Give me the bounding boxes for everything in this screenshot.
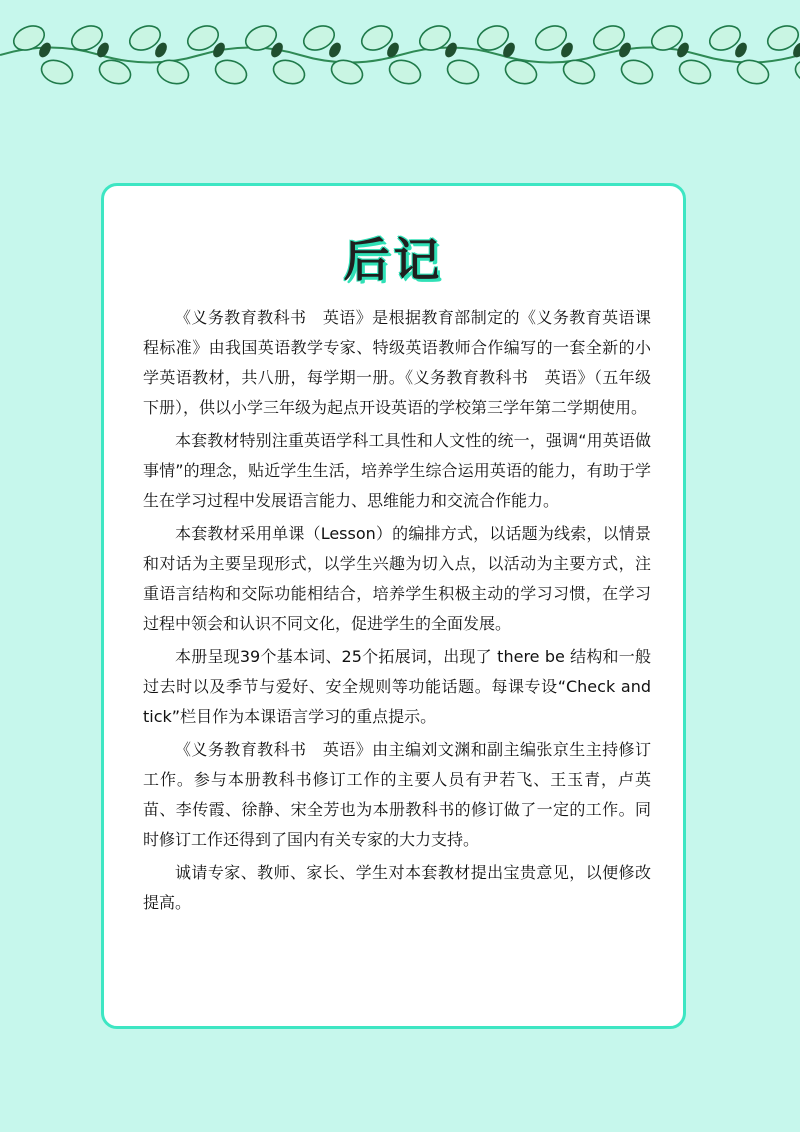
leaf-icon	[676, 56, 714, 88]
afterword-body	[143, 303, 651, 921]
leaf-vine-border	[0, 10, 800, 90]
page-title: 后记	[343, 233, 444, 287]
leaf-icon	[154, 56, 192, 88]
leaf-icon	[444, 56, 482, 88]
paragraph: 《义务教育教科书 英语》由主编刘文渊和副主编张京生主持修订工作。参与本册教科书修订工作的主要人员有尹若飞、王玉青，卢英苗、李传霞、徐静、宋全芳也为本册教科书的修订做了一定的工作。同时修订工作还得到了国内有关专家的大力支持。	[143, 740, 651, 849]
paragraph: 《义务教育教科书 英语》是根据教育部制定的《义务教育英语课程标准》由我国英语教学专家、特级英语教师合作编写的一套全新的小学英语教材，共八册，每学期一册。《义务教育教科书 英语》（五年级下册），供以小学三年级为起点开设英语的学校第三学年第二学期使用。	[143, 308, 651, 417]
paragraph: 本套教材采用单课（Lesson）的编排方式，以话题为线索，以情景和对话为主要呈现形式，以学生兴趣为切入点，以活动为主要方式，注重语言结构和交际功能相结合，培养学生积极主动的学习习惯，在学习过程中领会和认识不同文化，促进学生的全面发展。	[143, 524, 651, 633]
afterword-card	[101, 183, 686, 1029]
leaf-icon	[38, 56, 76, 88]
paragraph: 诚请专家、教师、家长、学生对本套教材提出宝贵意见，以便修改提高。	[143, 863, 651, 912]
leaf-icon	[386, 56, 424, 88]
paragraph: 本册呈现39个基本词、25个拓展词，出现了 there be 结构和一般过去时以及季节与爱好、安全规则等功能话题。每课专设“Check and tick”栏目作为本课语言学习的重点提示。	[143, 647, 651, 726]
paragraph: 本套教材特别注重英语学科工具性和人文性的统一，强调“用英语做事情”的理念，贴近学生生活，培养学生综合运用英语的能力，有助于学生在学习过程中发展语言能力、思维能力和交流合作能力。	[143, 431, 651, 510]
leaf-icon	[618, 56, 656, 88]
leaf-icon	[212, 56, 250, 88]
leaf-icon	[270, 56, 308, 88]
leaf-icon	[792, 56, 800, 88]
